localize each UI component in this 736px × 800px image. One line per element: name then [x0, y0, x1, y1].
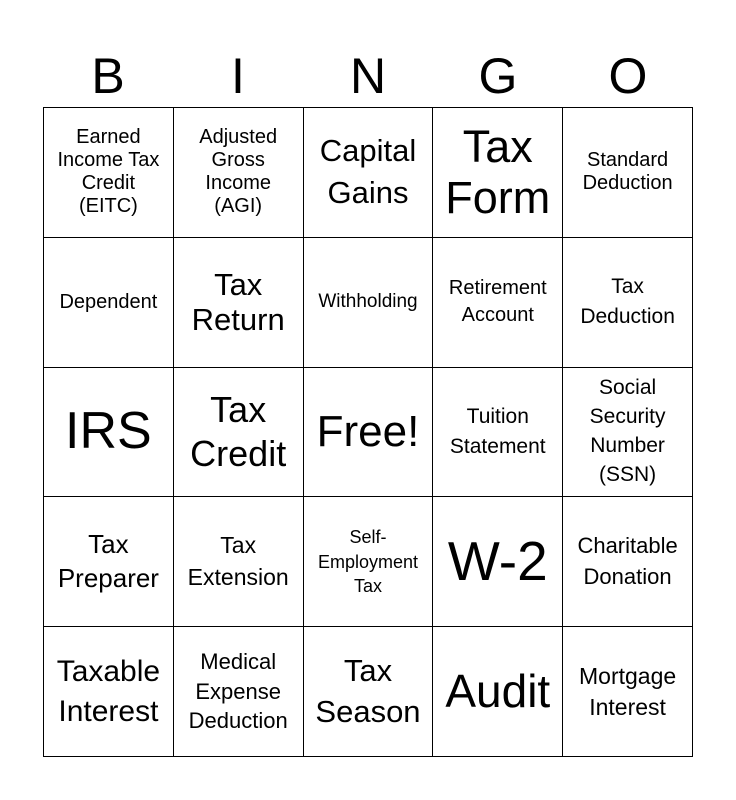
cell-label: Social Security Number (SSN): [589, 376, 666, 486]
cell-label: Tax Form: [445, 120, 551, 224]
cell-label: W-2: [447, 530, 548, 593]
bingo-cell-r4c4[interactable]: [433, 497, 563, 627]
cell-label: Tax Preparer: [57, 528, 159, 593]
bingo-cell-r4c1[interactable]: [44, 497, 174, 627]
cell-label: Medical Expense Deduction: [188, 649, 288, 734]
cell-label: Retirement Account: [448, 276, 547, 327]
bingo-cell-r4c3[interactable]: [304, 497, 434, 627]
bingo-cell-r3c1[interactable]: [44, 368, 174, 498]
cell-label: Mortgage Interest: [579, 662, 677, 720]
bingo-header: [43, 44, 693, 108]
cell-label: Tax Return: [191, 266, 285, 338]
header-letter-n: N: [349, 48, 387, 104]
cell-label: Tax Extension: [187, 532, 289, 590]
cell-label: Tax Season: [315, 653, 421, 729]
header-letter-o: O: [608, 48, 648, 104]
cell-label: Tax Credit: [190, 389, 287, 474]
cell-label: Taxable Interest: [56, 654, 161, 728]
cell-label: Tax Deduction: [580, 274, 675, 329]
bingo-cell-r1c1[interactable]: [44, 108, 174, 238]
bingo-cell-r2c1[interactable]: [44, 238, 174, 368]
bingo-cell-r1c2[interactable]: [174, 108, 304, 238]
bingo-cell-r4c2[interactable]: [174, 497, 304, 627]
cell-label: Audit: [445, 665, 551, 718]
cell-label: Dependent: [59, 290, 158, 313]
cell-label: Tuition Statement: [449, 405, 546, 458]
bingo-cell-r1c4[interactable]: [433, 108, 563, 238]
header-letter-i: I: [231, 48, 245, 104]
bingo-cell-r3c5[interactable]: [563, 368, 693, 498]
bingo-cell-r5c1[interactable]: [44, 627, 174, 757]
cell-label: Capital Gains: [319, 132, 417, 211]
bingo-cell-r5c4[interactable]: [433, 627, 563, 757]
bingo-cell-r3c4[interactable]: [433, 368, 563, 498]
header-letter-b: B: [91, 48, 125, 104]
cell-label: Adjusted Gross Income (AGI): [199, 126, 278, 218]
bingo-cell-r1c5[interactable]: [563, 108, 693, 238]
bingo-cell-r3c3[interactable]: [304, 368, 434, 498]
bingo-cell-r2c2[interactable]: [174, 238, 304, 368]
cell-label: Free!: [316, 406, 420, 456]
cell-label: Self-Employment Tax: [317, 527, 418, 596]
cell-label: Earned Income Tax Credit (EITC): [57, 126, 160, 218]
bingo-cell-r3c2[interactable]: [174, 368, 304, 498]
bingo-cell-r5c5[interactable]: [563, 627, 693, 757]
cell-label: Standard Deduction: [582, 149, 673, 195]
cell-label: Charitable Donation: [577, 533, 678, 589]
bingo-cell-r5c2[interactable]: [174, 627, 304, 757]
bingo-cell-r1c3[interactable]: [304, 108, 434, 238]
cell-label: IRS: [65, 402, 152, 461]
bingo-cell-r2c3[interactable]: [304, 238, 434, 368]
header-letter-g: G: [478, 48, 518, 104]
bingo-cell-r2c4[interactable]: [433, 238, 563, 368]
bingo-cell-r5c3[interactable]: [304, 627, 434, 757]
bingo-card-grid: [43, 107, 693, 757]
bingo-cell-r2c5[interactable]: [563, 238, 693, 368]
cell-label: Withholding: [318, 291, 418, 313]
bingo-cell-r4c5[interactable]: [563, 497, 693, 627]
